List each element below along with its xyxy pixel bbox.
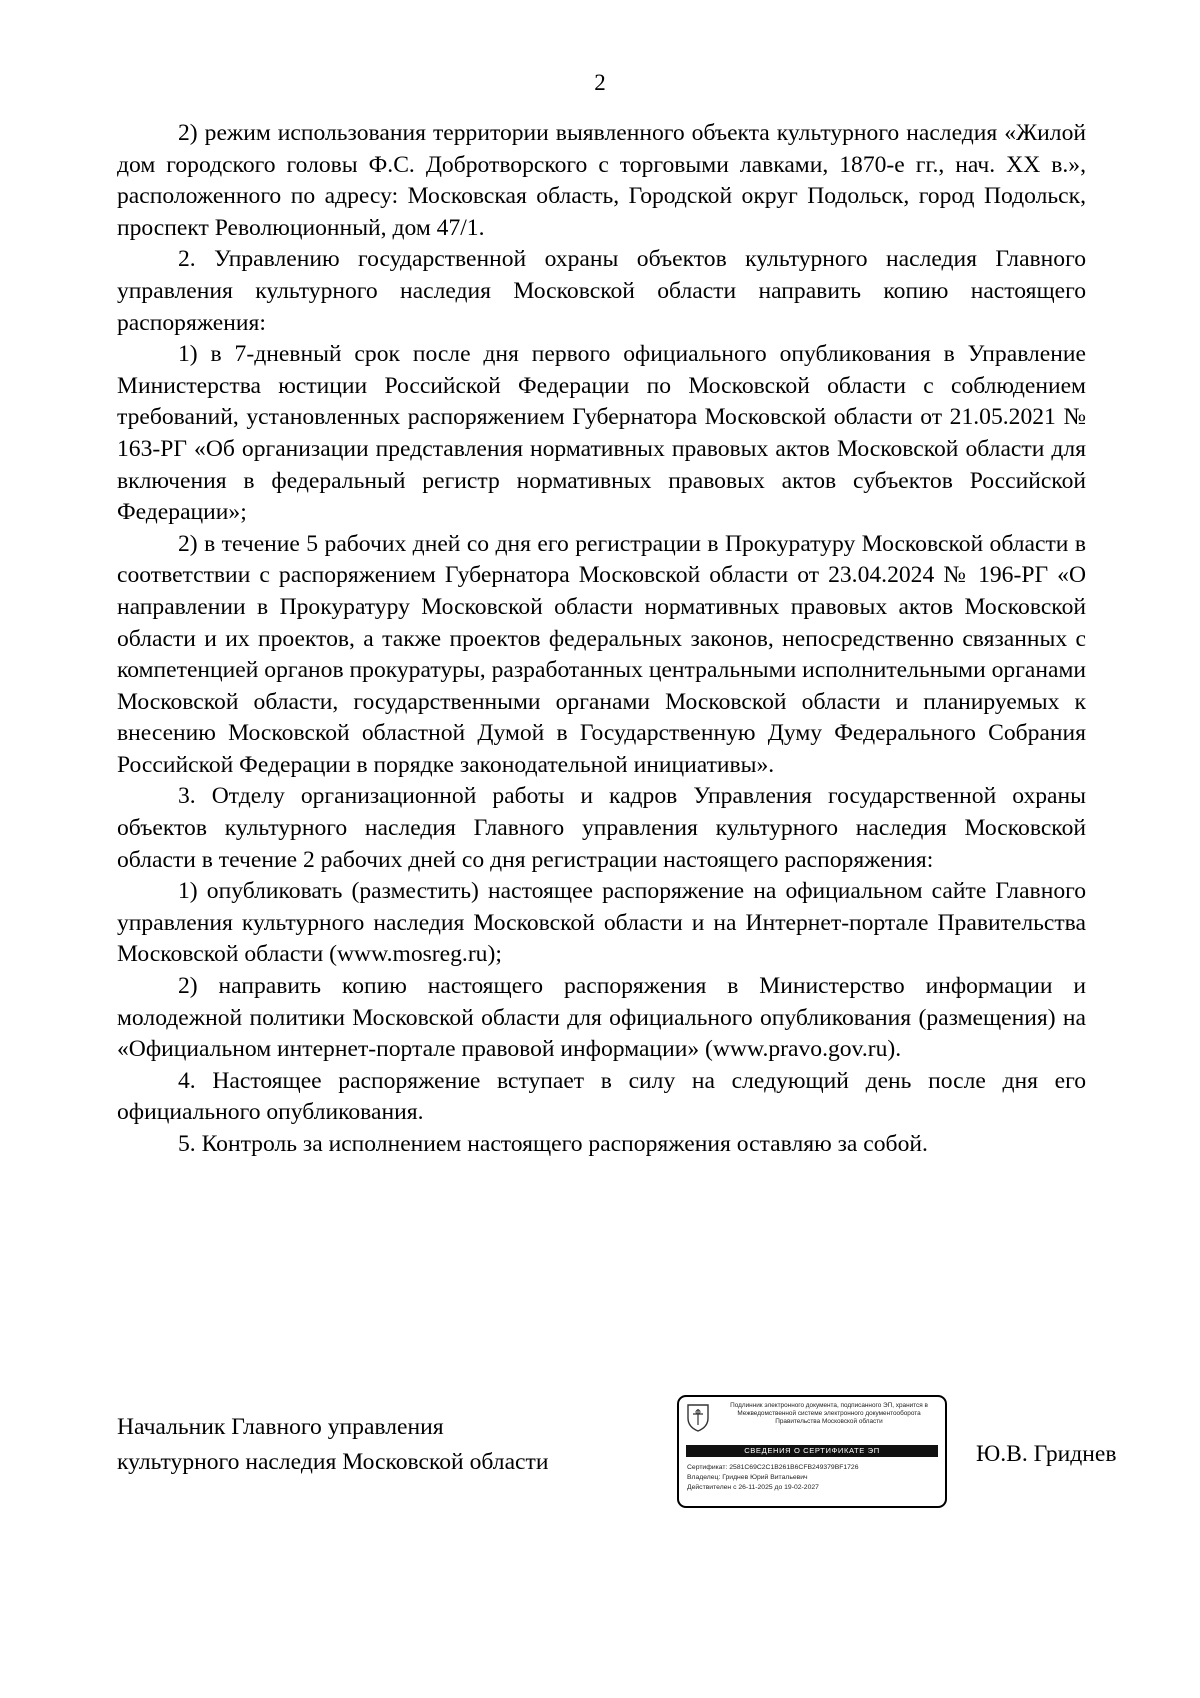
paragraph-3-2-subitem: 2) направить копию настоящего распоряжения в Министерство информации и молодежной политики Московской области для официального опубликования (размещения) на «Официальном интернет-портале правовой информации» (www.pravo.gov.ru).	[117, 973, 1086, 1063]
stamp-certificate: Сертификат: 2581C69C2C1B261B6CFB249379BF1726	[687, 1464, 859, 1471]
paragraph-2-1-subitem: 1) в 7-дневный срок после дня первого официального опубликования в Управление Министерства юстиции Российской Федерации по Московской области с соблюдением требований, установленных распоряжением Губернатора Московской области от 21.05.2021 № 163-РГ «Об организации представления нормативных правовых актов Московской области для включения в федеральный регистр нормативных правовых актов субъектов Российской Федерации»;	[117, 341, 1086, 526]
stamp-header: СВЕДЕНИЯ О СЕРТИФИКАТЕ ЭП	[686, 1445, 938, 1457]
paragraph-item-5: 5. Контроль за исполнением настоящего распоряжения оставляю за собой.	[178, 1131, 928, 1157]
page-number: 2	[594, 70, 606, 95]
document-body	[117, 118, 1086, 1161]
stamp-note: Подлинник электронного документа, подписанного ЭП, хранится в Межведомственной системе электронного документооборота Правительства Московской области	[730, 1402, 928, 1426]
stamp-owner: Владелец: Гриднев Юрий Витальевич	[687, 1474, 808, 1481]
paragraph-3-1-subitem: 1) опубликовать (разместить) настоящее распоряжение на официальном сайте Главного управления культурного наследия Московской области и на Интернет-портале Правительства Московской области (www.mosreg.ru);	[117, 878, 1086, 968]
stamp-validity: Действителен с 26-11-2025 до 19-02-2027	[687, 1484, 819, 1491]
signatory-title-line2: культурного наследия Московской области	[117, 1449, 549, 1475]
signatory-title-line1: Начальник Главного управления	[117, 1414, 444, 1440]
signatory-title	[117, 1410, 548, 1480]
paragraph-2-2-subitem: 2) в течение 5 рабочих дней со дня его регистрации в Прокуратуру Московской области в соответствии с распоряжением Губернатора Московской области от 23.04.2024 № 196-РГ «О направлении в Прокуратуру Московской области нормативных правовых актов Московской области и их проектов, а также проектов федеральных законов, непосредственно связанных с компетенцией органов прокуратуры, разработанных центральными исполнительными органами Московской области, государственными органами Московской области и планируемых к внесению Московской областной Думой в Государственную Думу Федерального Собрания Российской Федерации в порядке законодательной инициативы».	[117, 530, 1086, 778]
coat-of-arms-icon	[686, 1402, 710, 1432]
paragraph-item-3: 3. Отделу организационной работы и кадров Управления государственной охраны объектов культурного наследия Главного управления культурного наследия Московской области в течение 2 рабочих дней со дня регистрации настоящего распоряжения:	[117, 783, 1086, 873]
paragraph-item-4: 4. Настоящее распоряжение вступает в силу на следующий день после дня его официального опубликования.	[117, 1067, 1086, 1126]
paragraph-item-2: 2. Управлению государственной охраны объектов культурного наследия Главного управления культурного наследия Московской области направить копию настоящего распоряжения:	[117, 246, 1086, 336]
signatory-name: Ю.В. Гриднев	[976, 1441, 1117, 1467]
paragraph-2-2: 2) режим использования территории выявленного объекта культурного наследия «Жилой дом городского головы Ф.С. Добротворского с торговыми лавками, 1870-е гг., нач. XX в.», расположенного по адресу: Московская область, Городской округ Подольск, город Подольск, проспект Революционный, дом 47/1.	[117, 120, 1086, 241]
electronic-signature-stamp	[677, 1395, 947, 1508]
